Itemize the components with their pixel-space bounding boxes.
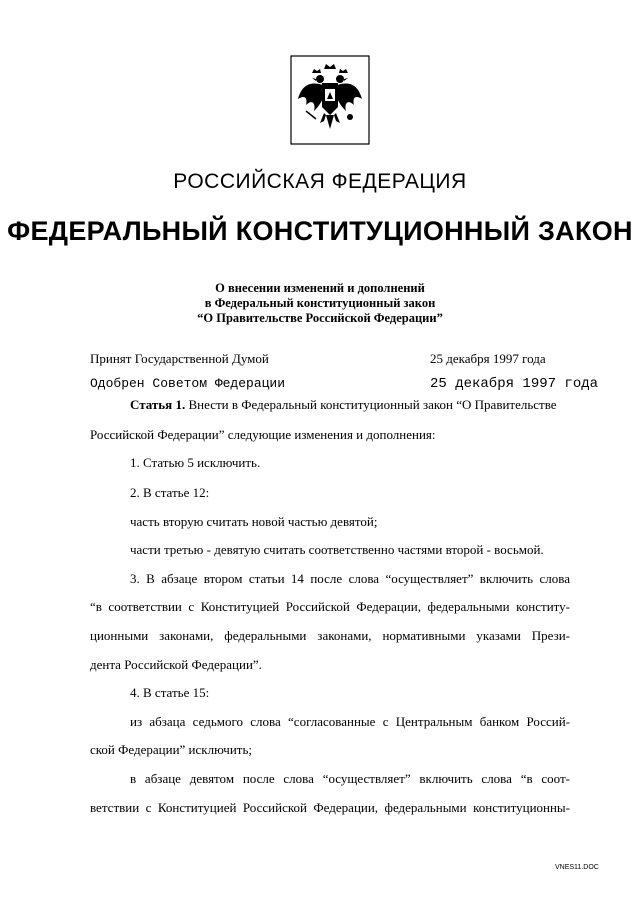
body-line: 4. В статье 15: — [130, 685, 210, 700]
body-line: дента Российской Федерации”. — [90, 657, 262, 672]
body-line: часть вторую считать новой частью девятой; — [130, 514, 378, 529]
country-name: РОССИЙСКАЯ ФЕДЕРАЦИЯ — [173, 170, 467, 193]
body-line: 2. В статье 12: — [130, 485, 210, 500]
body-line: в абзаце девятом после слова “осуществляет” включить слова “в соот- — [130, 771, 570, 786]
body-line: части третью - девятую считать соответственно частями второй - восьмой. — [130, 542, 544, 557]
body-line: Российской Федерации” следующие изменения и дополнения: — [90, 427, 436, 442]
body-line: ской Федерации” исключить; — [90, 742, 253, 757]
article-1-intro — [130, 396, 557, 414]
law-subject-line: в Федеральный конституционный закон — [204, 296, 436, 310]
duma-adoption-label: Принят Государственной Думой — [90, 351, 269, 366]
council-approval-date: 25 декабря 1997 года — [430, 376, 599, 392]
law-type-heading: ФЕДЕРАЛЬНЫЙ КОНСТИТУЦИОННЫЙ ЗАКОН — [7, 216, 633, 246]
body-line: ционными законами, федеральными законами, нормативными указами Прези- — [90, 628, 570, 643]
council-approval-row — [0, 376, 640, 394]
body-line: “в соответствии с Конституцией Российской Федерации, федеральными конститу- — [90, 599, 570, 614]
russian-coat-of-arms-icon — [290, 55, 370, 145]
duma-adoption-date: 25 декабря 1997 года — [430, 351, 546, 366]
document-filename: VNES11.DOC — [555, 864, 599, 871]
duma-adoption-row — [0, 351, 640, 369]
body-line: из абзаца седьмого слова “согласованные с Центральным банком Россий- — [130, 714, 570, 729]
council-approval-label: Одобрен Советом Федерации — [90, 376, 286, 391]
law-subject-line: О внесении изменений и дополнений — [215, 281, 425, 295]
article-label: Статья 1. — [130, 397, 186, 412]
law-subject-line: “О Правительстве Российской Федерации” — [197, 311, 443, 325]
body-line: 3. В абзаце втором статьи 14 после слова “осуществляет” включить слова — [130, 571, 570, 586]
body-text: Внести в Федеральный конституционный закон “О Правительстве — [188, 397, 557, 412]
law-subject — [0, 281, 640, 326]
body-line: 1. Статью 5 исключить. — [130, 455, 261, 470]
body-line: ветствии с Конституцией Российской Федерации, федеральными конституционны- — [90, 800, 570, 815]
